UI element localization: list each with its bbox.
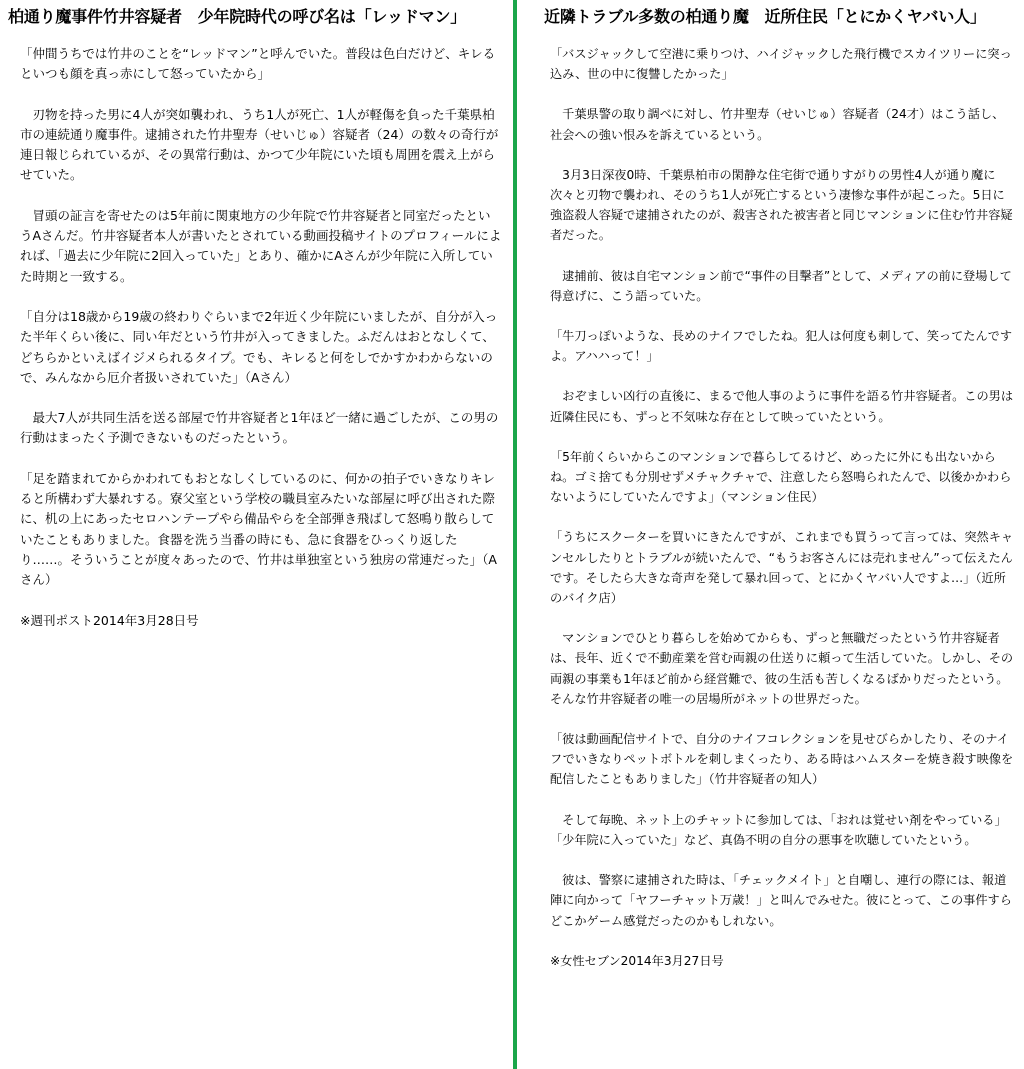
article-paragraph: おぞましい凶行の直後に、まるで他人事のように事件を語る竹井容疑者。この男は近隣住民にも、ずっと不気味な存在として映っていたという。 (550, 389, 1014, 424)
article-paragraph: 「5年前くらいからこのマンションで暮らしてるけど、めったに外にも出ないからね。ゴミ捨ても分別せずメチャクチャで、注意したら怒鳴られたんで、以後かかわらないようにしていたんですよ」（マンション住民） (550, 449, 1012, 505)
article-paragraph: 刃物を持った男に4人が突如襲われ、うち1人が死亡、1人が軽傷を負った千葉県柏市の連続通り魔事件。逮捕された竹井聖寿（せいじゅ）容疑者（24）の数々の奇行が連日報じられているが、その異常行動は、かつて少年院にいた頃も周囲を震え上がらせていた。 (20, 106, 499, 183)
column-divider (513, 0, 517, 1069)
right-article-source: ※女性セブン2014年3月27日号 (550, 953, 724, 968)
article-paragraph: マンションでひとり暮らしを始めてからも、ずっと無職だったという竹井容疑者は、長年、近くで不動産業を営む両親の仕送りに頼って生活していた。しかし、その両親の事業も1年ほど前から経営難で、彼の生活も苦しくなるばかりだったという。そんな竹井容疑者の唯一の居場所がネットの世界だった。 (550, 631, 1014, 706)
article-paragraph: 「足を踏まれてからかわれてもおとなしくしているのに、何かの拍子でいきなりキレると所構わず大暴れする。寮父室という学校の職員室みたいな部屋に呼び出された際に、机の上にあったセロハンテープやら備品やらを全部弾き飛ばして怒鳴り散らしていたこともありました。食器を洗う当番の時にも、急に食器をひっくり返したり……。そういうことが度々あったので、竹井は単独室という独房の常連だった」（Aさん） (20, 470, 497, 588)
left-article-source: ※週刊ポスト2014年3月28日号 (20, 612, 199, 628)
article-paragraph: 「彼は動画配信サイトで、自分のナイフコレクションを見せびらかしたり、そのナイフでいきなりペットボトルを刺しまくったり、ある時はハムスターを焼き殺す映像を配信したこともありました」（竹井容疑者の知人） (550, 732, 1014, 787)
article-paragraph: 「バスジャックして空港に乗りつけ、ハイジャックした飛行機でスカイツリーに突っ込み、世の中に復讐したかった」 (550, 47, 1012, 82)
article-paragraph: 最大7人が共同生活を送る部屋で竹井容疑者と1年ほど一緒に過ごしたが、この男の行動はまったく予測できないものだったという。 (20, 410, 499, 446)
article-paragraph: そして毎晩、ネット上のチャットに参加しては、「おれは覚せい剤をやっている」「少年院に入っていた」など、真偽不明の自分の悪事を吹聴していたという。 (550, 812, 1007, 847)
article-paragraph: 冒頭の証言を寄せたのは5年前に関東地方の少年院で竹井容疑者と同室だったというAさんだ。竹井容疑者本人が書いたとされている動画投稿サイトのプロフィールによれば、「過去に少年院に2回入っていた」とあり、確かにAさんが少年院に入所していた時期と一致する。 (20, 207, 502, 284)
article-paragraph: 3月3日深夜0時、千葉県柏市の閑静な住宅街で通りすがりの男性4人が通り魔に次々と刃物で襲われ、そのうち1人が死亡するという凄惨な事件が起こった。5日に強盗殺人容疑で逮捕されたのが、殺害された被害者と同じマンションに住む竹井容疑者だった。 (550, 167, 1013, 243)
article-paragraph: 「仲間うちでは竹井のことを“レッドマン”と呼んでいた。普段は色白だけど、キレるといつも顔を真っ赤にして怒っていたから」 (20, 46, 496, 82)
right-article-title: 近隣トラブル多数の柏通り魔 近所住民「とにかくヤバい人」 (544, 7, 986, 26)
left-article-title: 柏通り魔事件竹井容疑者 少年院時代の呼び名は「レッドマン」 (8, 7, 467, 26)
article-paragraph: 「うちにスクーターを買いにきたんですが、これまでも買うって言っては、突然キャンセルしたりとトラブルが続いたんで、“もうお客さんには売れません”って伝えたんです。そしたら大きな奇声を発して暴れ回って、とにかくヤバい人ですよ…」（近所のバイク店） (550, 530, 1014, 606)
article-paragraph: 逮捕前、彼は自宅マンション前で“事件の目撃者”として、メディアの前に登場して得意げに、こう語っていた。 (550, 268, 1012, 303)
article-paragraph: 千葉県警の取り調べに対し、竹井聖寿（せいじゅ）容疑者（24才）はこう話し、社会への強い恨みを訴えているという。 (550, 107, 1005, 142)
article-paragraph: 「牛刀っぽいような、長めのナイフでしたね。犯人は何度も刺して、笑ってたんですよ。アハハって！」 (550, 329, 1013, 364)
left-article (0, 0, 510, 651)
article-paragraph: 「自分は18歳から19歳の終わりぐらいまで2年近く少年院にいましたが、自分が入った半年くらい後に、同い年だという竹井が入ってきました。ふだんはおとなしくて、どちらかといえばイジメられるタイプ。でも、キレると何をしでかすかわからないので、みんなから厄介者扱いされていた」（Aさん） (20, 308, 498, 385)
right-article (526, 0, 1018, 991)
article-paragraph: 彼は、警察に逮捕された時は、「チェックメイト」と自嘲し、連行の際には、報道陣に向かって「ヤフーチャット万歳！」と叫んでみせた。彼にとって、この事件すらどこかゲーム感覚だったのかもしれない。 (550, 873, 1012, 928)
